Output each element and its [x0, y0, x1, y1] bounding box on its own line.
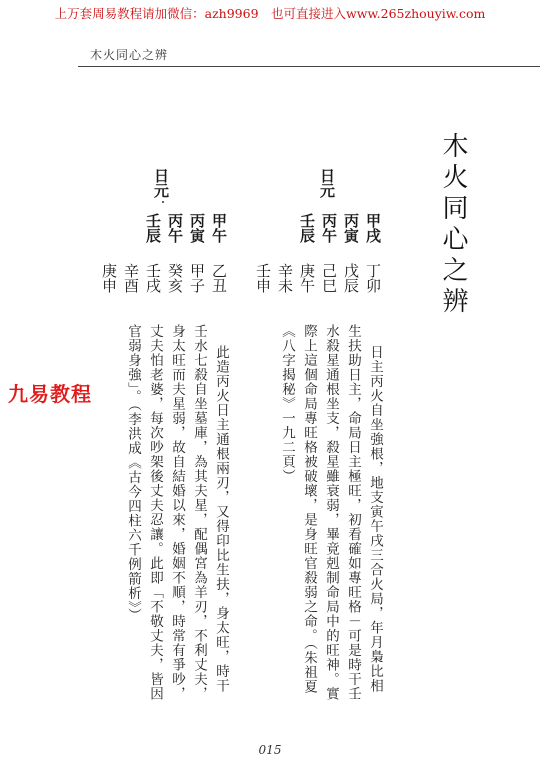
text2-citation: 官弱身強」。（李洪成《古今四柱六千例箭析》）	[125, 324, 141, 623]
case1-year-pillar: 甲戌	[364, 213, 382, 243]
case1-day-pillar: 丙午	[320, 213, 338, 243]
case2-luck-pillar: 乙丑	[210, 263, 228, 293]
case2-day-pillar: 丙午	[166, 213, 184, 243]
case2-luck-pillar: 癸亥	[166, 263, 184, 293]
text1-citation: 《八字揭秘》一九二頁）	[279, 324, 295, 484]
running-header: 木火同心之辨	[90, 48, 169, 62]
header-rule	[78, 66, 540, 67]
decorative-dot	[162, 201, 164, 203]
case2-luck-pillar: 甲子	[188, 263, 206, 293]
case2-year-pillar: 甲午	[210, 213, 228, 243]
text1-line: 日主丙火自坐強根，地支寅午戌三合火局，年月梟比相	[367, 345, 383, 693]
case2-luck-pillar: 壬戌	[144, 263, 162, 293]
case1-luck-pillar: 辛未	[276, 263, 294, 293]
case2-label: 日元	[152, 168, 170, 198]
watermark-logo: 九易教程	[8, 382, 92, 406]
text2-line: 身太旺而夫星弱，故自結婚以來，婚姻不順，時常有爭吵，	[169, 324, 185, 701]
case1-hour-pillar: 壬辰	[298, 213, 316, 243]
case2-month-pillar: 丙寅	[188, 213, 206, 243]
page-number: 015	[258, 743, 282, 757]
case2-luck-pillar: 辛酉	[122, 263, 140, 293]
case1-luck-pillar: 戊辰	[342, 263, 360, 293]
top-banner: 上万套周易教程请加微信：azh9969 也可直接进入www.265zhouyiw.com	[54, 6, 486, 21]
case1-luck-pillar: 壬申	[254, 263, 272, 293]
text1-line: 生扶助日主，命局日主極旺，初看確如專旺格－可是時干壬	[345, 324, 361, 701]
text2-line: 此造丙火日主通根兩刃，又得印比生扶，身太旺，時干	[213, 345, 229, 693]
text1-line: 水殺星通根坐支，殺星雖衰弱，畢竟剋制命局中的旺神。實	[323, 324, 339, 701]
text1-line: 際上這個命局專旺格被破壞，是身旺官殺弱之命。（朱祖夏	[301, 324, 317, 695]
case1-label: 日元	[318, 168, 336, 198]
case1-month-pillar: 丙寅	[342, 213, 360, 243]
text2-line: 壬水七殺自坐墓庫，為其夫星，配偶宮為羊刃，不利丈夫，	[191, 324, 207, 701]
case1-luck-pillar: 庚午	[298, 263, 316, 293]
case1-luck-pillar: 己巳	[320, 263, 338, 293]
text2-line: 丈夫怕老婆，每次吵架後丈夫忍讓。此即「不敬丈夫，皆因	[147, 324, 163, 701]
case2-luck-pillar: 庚申	[100, 263, 118, 293]
case2-hour-pillar: 壬辰	[144, 213, 162, 243]
case1-luck-pillar: 丁卯	[364, 263, 382, 293]
chapter-title: 木火同心之辨	[438, 132, 468, 318]
